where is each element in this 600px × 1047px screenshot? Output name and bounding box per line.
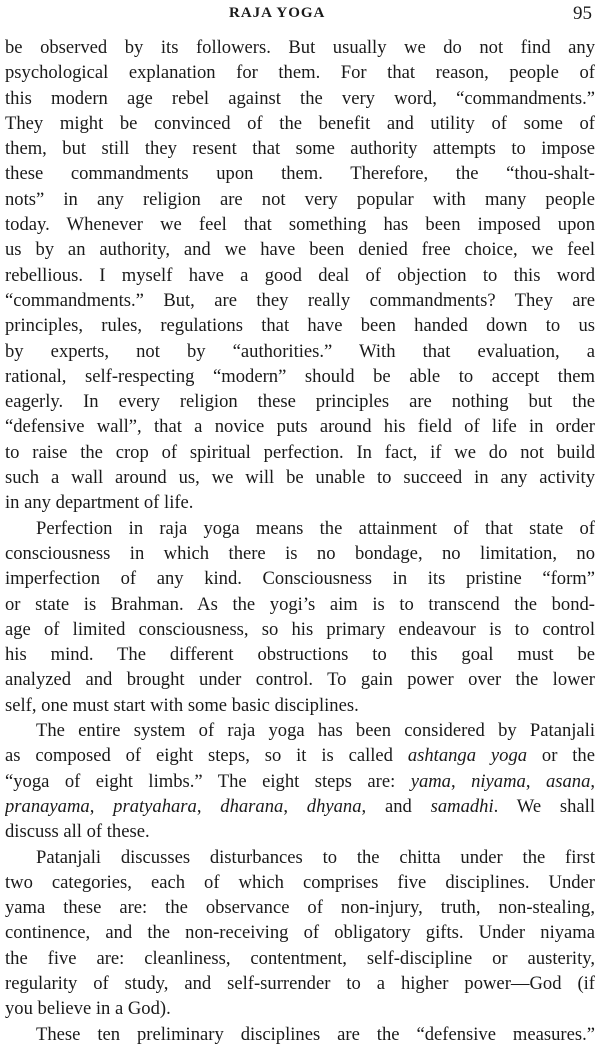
text-line: these commandments upon them. Therefore, the “thou-shalt- — [5, 163, 595, 185]
text-line: pranayama, pratyahara, dharana, dhyana, and samadhi. We shall — [5, 795, 595, 817]
italic-term: pranayama — [5, 795, 90, 817]
text-line: or state is Brahman. As the yogi’s aim is to transcend the bond- — [5, 593, 595, 615]
text-line: them, but still they resent that some authority attempts to impose — [5, 138, 595, 160]
text-line: principles, rules, regulations that have been handed down to us — [5, 315, 595, 337]
text-line: rebellious. I myself have a good deal of objection to this word — [5, 264, 595, 286]
italic-term: niyama — [471, 770, 526, 792]
italic-term: asana — [545, 770, 591, 792]
italic-term: pratyahara — [113, 795, 197, 817]
text-line: eagerly. In every religion these principles are nothing but the — [5, 391, 595, 413]
text-line: They might be convinced of the benefit and utility of some of — [5, 112, 595, 134]
page-number: 95 — [573, 3, 592, 24]
paragraph-4 — [5, 845, 595, 1022]
text-line: “defensive wall”, that a novice puts around his field of life in order — [5, 416, 595, 438]
text-line: by experts, not by “authorities.” With that evaluation, a — [5, 340, 595, 362]
text-line: These ten preliminary disciplines are the “defensive measures.” — [36, 1023, 595, 1045]
text-line: such a wall around us, we will be unable to succeed in any activity — [5, 467, 595, 489]
text-line: be observed by its followers. But usually we do not find any — [5, 37, 595, 58]
running-title: RAJA YOGA — [229, 5, 326, 21]
paragraph-2 — [5, 516, 595, 718]
text-line: The entire system of raja yoga has been considered by Patanjali — [36, 720, 595, 742]
italic-term: ashtanga yoga — [407, 745, 528, 767]
text-line: nots” in any religion are not very popular with many people — [5, 188, 595, 210]
italic-term: dhyana — [306, 795, 362, 817]
page-header — [0, 3, 600, 25]
paragraph-3 — [5, 718, 595, 844]
italic-term: dharana — [220, 795, 284, 817]
page-body — [5, 35, 595, 1047]
text-line: as composed of eight steps, so it is called ashtanga yoga or the — [5, 745, 595, 767]
text-line: today. Whenever we feel that something has been imposed upon — [5, 214, 595, 236]
text-line: discuss all of these. — [5, 821, 150, 843]
text-line: Patanjali discusses disturbances to the chitta under the first — [36, 846, 595, 868]
text-line: two categories, each of which comprises five disciplines. Under — [5, 871, 595, 893]
paragraph-1 — [5, 35, 595, 516]
text-line: consciousness in which there is no bondage, no limitation, no — [5, 542, 595, 564]
text-line: Perfection in raja yoga means the attainment of that state of — [36, 517, 595, 539]
text-line: continence, and the non-receiving of obligatory gifts. Under niyama — [5, 922, 595, 944]
text-line: “commandments.” But, are they really commandments? They are — [5, 289, 595, 311]
text-line: yama these are: the observance of non-injury, truth, non-stealing, — [5, 897, 595, 919]
text-line: age of limited consciousness, so his primary endeavour is to control — [5, 618, 595, 640]
text-line: us by an authority, and we have been denied free choice, we feel — [5, 239, 595, 261]
text-line: this modern age rebel against the very word, “commandments.” — [5, 87, 595, 109]
text-line: psychological explanation for them. For that reason, people of — [5, 62, 595, 84]
text-line: to raise the crop of spiritual perfection. In fact, if we do not build — [5, 441, 595, 463]
italic-term: samadhi — [430, 795, 494, 817]
text-line: “yoga of eight limbs.” The eight steps are: yama, niyama, asana, — [5, 770, 595, 792]
text-line: his mind. The different obstructions to this goal must be — [5, 644, 595, 666]
text-line: in any department of life. — [5, 492, 194, 514]
text-line: the five are: cleanliness, contentment, self-discipline or austerity, — [5, 947, 595, 969]
text-line: regularity of study, and self-surrender to a higher power—God (if — [5, 972, 595, 994]
text-line: rational, self-respecting “modern” should be able to accept them — [5, 365, 595, 387]
italic-term: yama — [410, 770, 451, 792]
text-line: self, one must start with some basic disciplines. — [5, 694, 359, 716]
text-line: analyzed and brought under control. To gain power over the lower — [5, 669, 595, 691]
text-line: imperfection of any kind. Consciousness in its pristine “form” — [5, 568, 595, 590]
paragraph-5 — [5, 1022, 595, 1047]
text-line: you believe in a God). — [5, 998, 171, 1020]
